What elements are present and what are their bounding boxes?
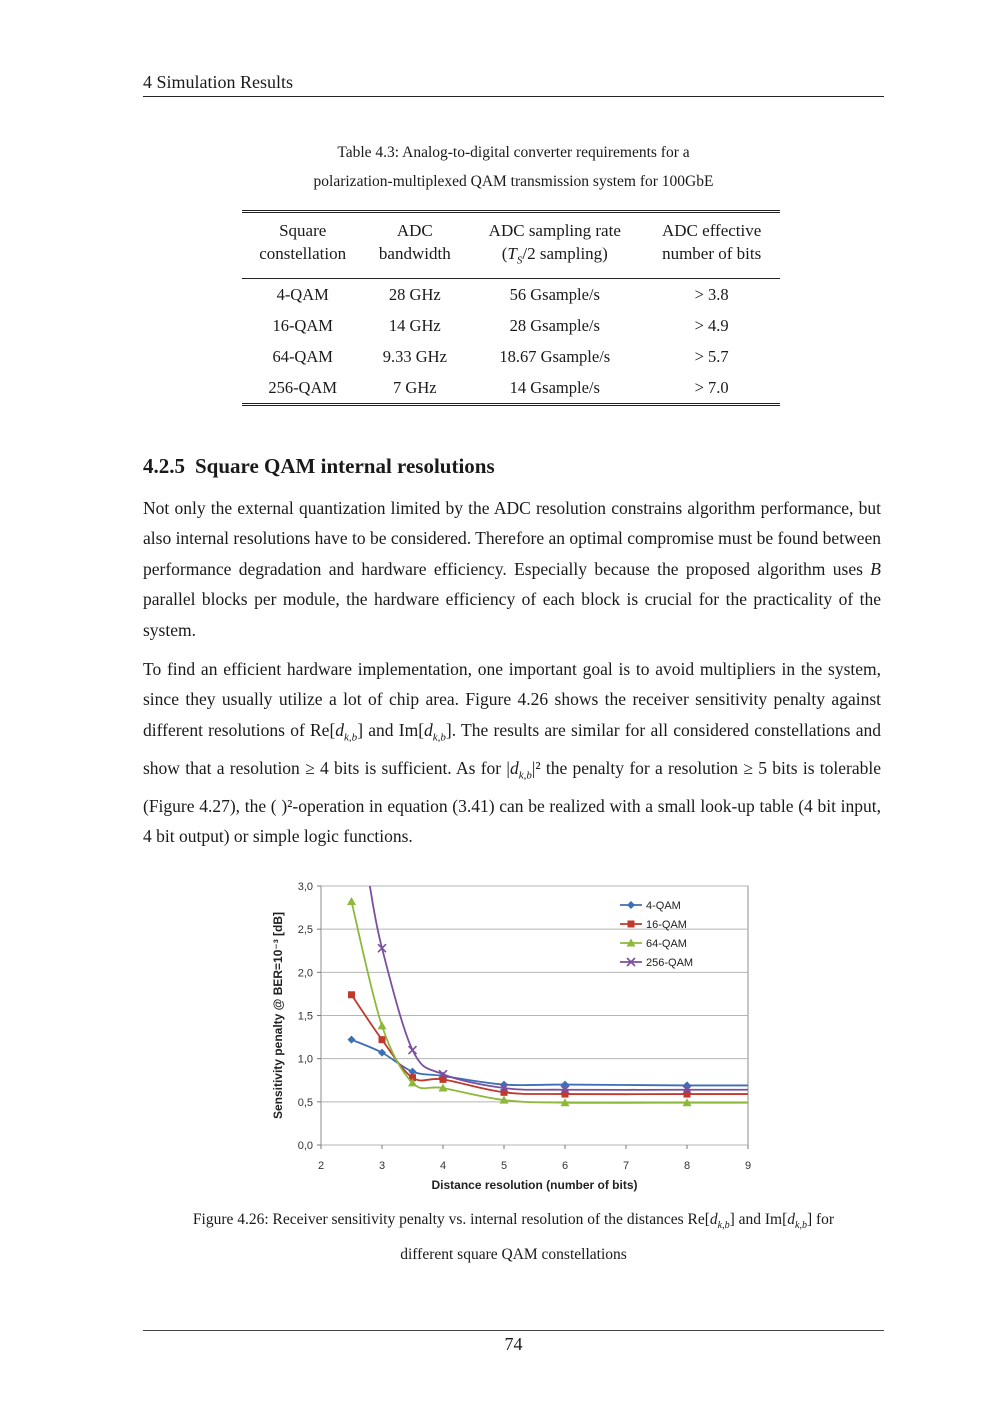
table-cell: > 5.7: [694, 346, 729, 366]
table-row: [242, 310, 780, 341]
page-number: 74: [504, 1334, 523, 1354]
table-cell: 256-QAM: [242, 372, 363, 405]
x-tick-label: 8: [683, 1160, 691, 1172]
y-tick-label: 2,0: [297, 967, 313, 980]
table-header-cell: ADC effective number of bits: [643, 212, 780, 279]
x-tick-label: 6: [561, 1160, 569, 1172]
y-axis-label: Sensitivity penalty @ BER=10⁻³ [dB]: [271, 911, 285, 1120]
table-cell: 4-QAM: [276, 284, 329, 304]
table-cell: 14 Gsample/s: [466, 372, 643, 405]
legend-label: 64-QAM: [646, 938, 687, 950]
legend-label: 256-QAM: [646, 957, 694, 969]
y-tick-label: 1,0: [297, 1053, 313, 1066]
figure-caption-line1: Figure 4.26: Receiver sensitivity penalty vs. internal resolution of the distances $Re[d_{k,b}]$ and $Im[d_{k,b}]$ for: [192, 1211, 835, 1232]
table-cell: 9.33 GHz: [382, 346, 447, 366]
y-tick-label: 1,5: [297, 1010, 313, 1023]
sampling-header-line2: [472, 242, 637, 272]
table-caption: [143, 138, 884, 196]
table-header-cell: ADC bandwidth: [363, 212, 466, 279]
x-tick-label: 9: [744, 1160, 752, 1172]
table-header-cell: Square constellation: [242, 212, 363, 279]
ts-sampling-formatted: ($T_S/2$ sampling): [501, 244, 608, 267]
table-cell: 28 Gsample/s: [509, 315, 600, 335]
figure-caption-line2: different square QAM constellations: [400, 1246, 627, 1264]
section-title-text: Square QAM internal resolutions: [195, 454, 495, 478]
table-cell: > 4.9: [694, 315, 729, 335]
x-tick-label: 7: [622, 1160, 630, 1172]
x-axis-label: Distance resolution (number of bits): [431, 1178, 638, 1192]
table-header-cell: ADC sampling rate ($T_S/2$ sampling): [466, 212, 643, 279]
data-point: [379, 1036, 386, 1043]
section-number: 4.2.5: [143, 454, 185, 478]
x-tick-label: 3: [378, 1160, 386, 1172]
table-cell: 16-QAM: [272, 315, 333, 335]
paragraph-2: To find an efficient hardware implementation, one important goal is to avoid multipliers in the system, since they usually utilize a lot of chip area. Figure 4.26 shows the receiver sensitivity penalty against different resolutions of $Re[d_{k,b}]$ and $Im[d_{k,b}]$. The results are similar for all considered constellations and show that a resolution ≥ 4 bits is sufficient. As for $|d_{k,b}|^2$ the penalty for a resolution ≥ 5 bits is tolerable (Figure 4.27), the ( )²-operation in equation (3.41) can be realized with a small look-up table (4 bit input, 4 bit output) or simple logic functions.: [143, 659, 881, 847]
x-tick-label: 5: [500, 1160, 508, 1172]
legend-label: 16-QAM: [646, 919, 687, 931]
table-cell: 14 GHz: [388, 315, 441, 335]
table-row: [242, 372, 780, 405]
table-cell: > 3.8: [694, 284, 729, 304]
chapter-title: 4 Simulation Results: [143, 72, 294, 92]
adc-requirements-table: [242, 210, 780, 406]
paragraph-1: Not only the external quantization limited by the ADC resolution constrains algorithm performance, but also internal resolutions have to be considered. Therefore an optimal compromise must be found between performance degradation and hardware efficiency. Especially because the proposed algorithm uses B parallel blocks per module, the hardware efficiency of each block is crucial for the practicality of the system.: [143, 498, 881, 640]
table-cell: 7 GHz: [363, 372, 466, 405]
legend-label: 4-QAM: [646, 900, 681, 912]
figure-caption: [143, 1205, 884, 1269]
table-cell: 18.67 Gsample/s: [499, 346, 611, 366]
y-tick-label: 0,0: [297, 1140, 313, 1152]
table-cell: 64-QAM: [272, 346, 333, 366]
data-point: [628, 921, 635, 928]
table-caption-line2: polarization-multiplexed QAM transmission system for 100GbE: [313, 173, 714, 190]
table-caption-line1: Table 4.3: Analog-to-digital converter requirements for a: [337, 144, 690, 161]
table-cell: 28 GHz: [388, 284, 441, 304]
sensitivity-penalty-chart: [265, 875, 755, 1200]
x-tick-label: 4: [439, 1160, 447, 1172]
y-tick-label: 2,5: [297, 924, 313, 937]
table-row: [242, 341, 780, 372]
table-row: [242, 279, 780, 311]
data-point: [348, 991, 355, 998]
table-cell: > 7.0: [643, 372, 780, 405]
table-cell: 56 Gsample/s: [509, 284, 600, 304]
section-heading: [143, 454, 505, 479]
x-tick-label: 2: [317, 1160, 325, 1172]
y-tick-label: 0,5: [297, 1096, 313, 1109]
footer-rule: [143, 1330, 884, 1331]
running-header: [143, 72, 884, 97]
table-header-row: [242, 212, 780, 279]
y-tick-label: 3,0: [297, 881, 313, 893]
